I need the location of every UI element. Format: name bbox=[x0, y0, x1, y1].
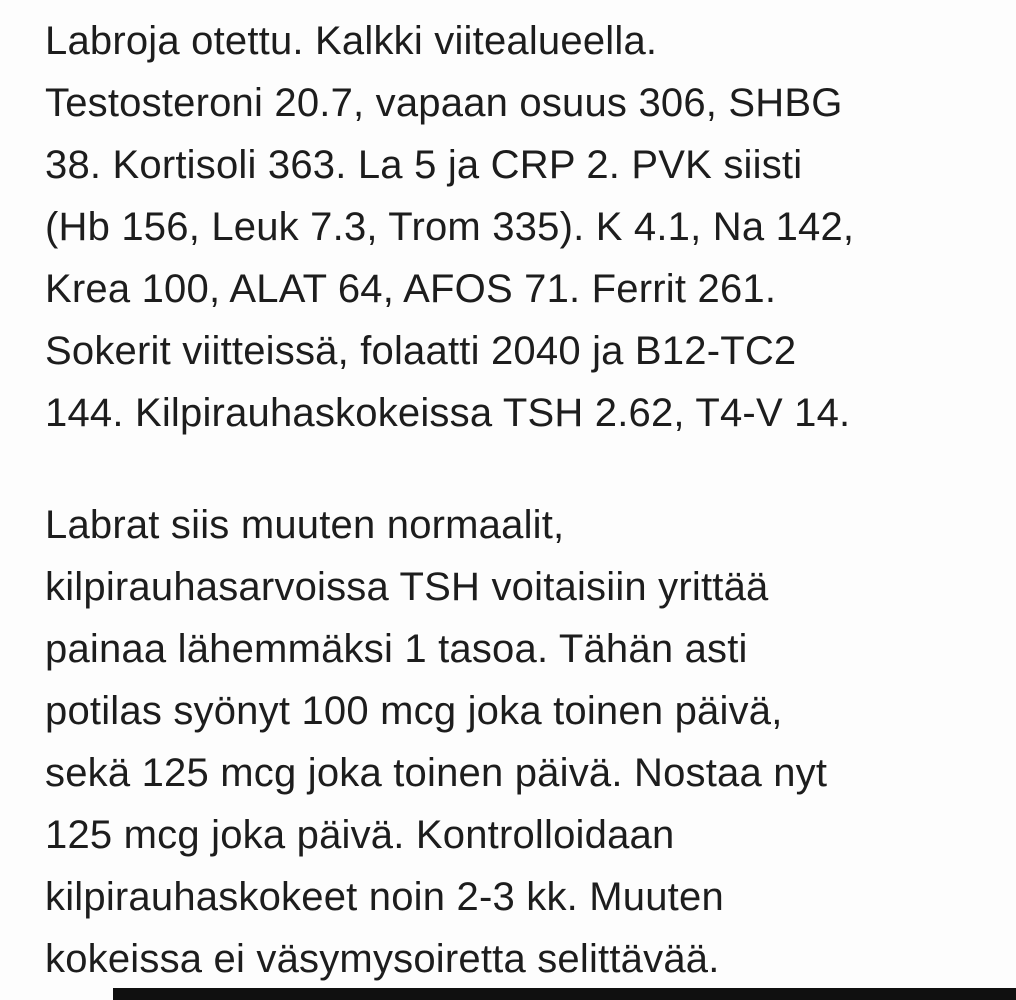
text-line: 144. Kilpirauhaskokeissa TSH 2.62, T4-V 14. bbox=[45, 391, 851, 435]
text-line: (Hb 156, Leuk 7.3, Trom 335). K 4.1, Na 142, bbox=[45, 205, 855, 249]
text-line: Krea 100, ALAT 64, AFOS 71. Ferrit 261. bbox=[45, 267, 777, 311]
text-line: kokeissa ei väsymysoiretta selittävää. bbox=[45, 937, 720, 981]
text-line: Sokerit viitteissä, folaatti 2040 ja B12-TC2 bbox=[45, 329, 797, 373]
text-line: sekä 125 mcg joka toinen päivä. Nostaa nyt bbox=[45, 751, 828, 795]
text-line: Testosteroni 20.7, vapaan osuus 306, SHBG bbox=[45, 81, 843, 125]
text-line: 38. Kortisoli 363. La 5 ja CRP 2. PVK siisti bbox=[45, 143, 803, 187]
bottom-cropped-bar bbox=[113, 988, 1016, 1000]
text-line: kilpirauhasarvoissa TSH voitaisiin yrittää bbox=[45, 565, 769, 609]
text-line: kilpirauhaskokeet noin 2-3 kk. Muuten bbox=[45, 875, 724, 919]
text-line: Labrat siis muuten normaalit, bbox=[45, 503, 565, 547]
paragraph-assessment-plan bbox=[45, 494, 972, 990]
paragraph-lab-results bbox=[45, 10, 972, 444]
text-line: 125 mcg joka päivä. Kontrolloidaan bbox=[45, 813, 675, 857]
text-line: painaa lähemmäksi 1 tasoa. Tähän asti bbox=[45, 627, 748, 671]
text-line: Labroja otettu. Kalkki viitealueella. bbox=[45, 19, 658, 63]
text-line: potilas syönyt 100 mcg joka toinen päivä, bbox=[45, 689, 783, 733]
